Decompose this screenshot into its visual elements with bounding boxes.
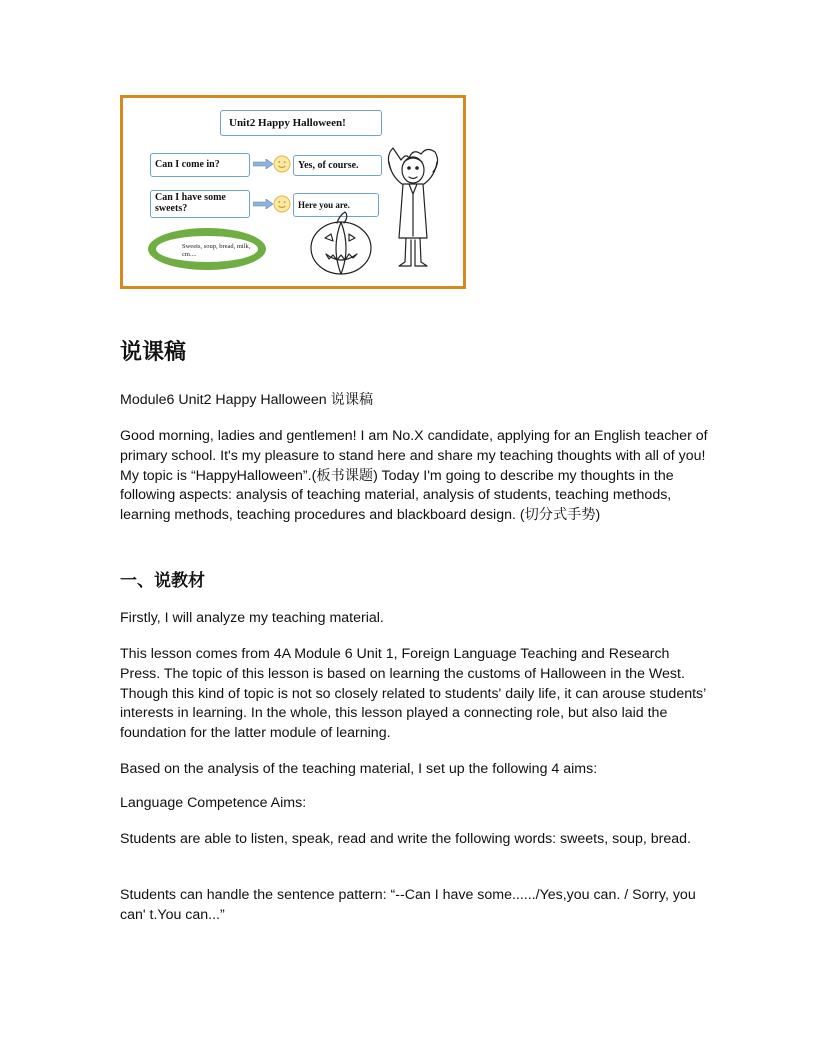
board-title: Unit2 Happy Halloween! bbox=[220, 110, 382, 136]
paragraph: Students can handle the sentence pattern: “--Can I have some....../Yes,you can. / Sorry, you can' t.You can...” bbox=[120, 887, 696, 923]
paragraph: Firstly, I will analyze my teaching material. bbox=[120, 610, 384, 626]
paragraph: Students are able to listen, speak, read and write the following words: sweets, soup, bread. bbox=[120, 831, 691, 847]
board-answer-2: Here you are. bbox=[293, 193, 379, 217]
paragraph: This lesson comes from 4A Module 6 Unit 1, Foreign Language Teaching and Research Press. The topic of this lesson is based on learning the customs of Halloween in the West. Though this kind of topic is not so closely related to students' daily life, it can arouse students’ interests in learning. In the whole, this lesson played a connecting role, but also laid the foundation for the latter module of learning. bbox=[120, 646, 706, 742]
paragraph: Language Competence Aims: bbox=[120, 795, 307, 811]
subtitle: Module6 Unit2 Happy Halloween 说课稿 bbox=[120, 392, 374, 408]
board-question-2: Can I have some sweets? bbox=[150, 190, 250, 218]
vocabulary-words: Sweets, soup, bread, milk, cm.... bbox=[182, 243, 251, 258]
vampire-drawing bbox=[123, 98, 463, 286]
page-title: 说课稿 bbox=[120, 340, 187, 365]
blackboard-figure bbox=[120, 95, 466, 289]
section-heading: 一、说教材 bbox=[120, 571, 205, 591]
paragraph: Based on the analysis of the teaching material, I set up the following 4 aims: bbox=[120, 761, 598, 777]
board-question-1: Can I come in? bbox=[150, 153, 250, 177]
board-answer-1: Yes, of course. bbox=[293, 155, 382, 176]
intro-paragraph: Good morning, ladies and gentlemen! I am No.X candidate, applying for an English teacher of primary school. It's my pleasure to stand here and share my teaching thoughts with all of you! My topic is “HappyHalloween”.(板书课题) Today I'm going to describe my thoughts in the following aspects: analysis of teaching material, analysis of students, teaching methods, learning methods, teaching procedures and blackboard design. (切分式手势) bbox=[120, 428, 708, 524]
